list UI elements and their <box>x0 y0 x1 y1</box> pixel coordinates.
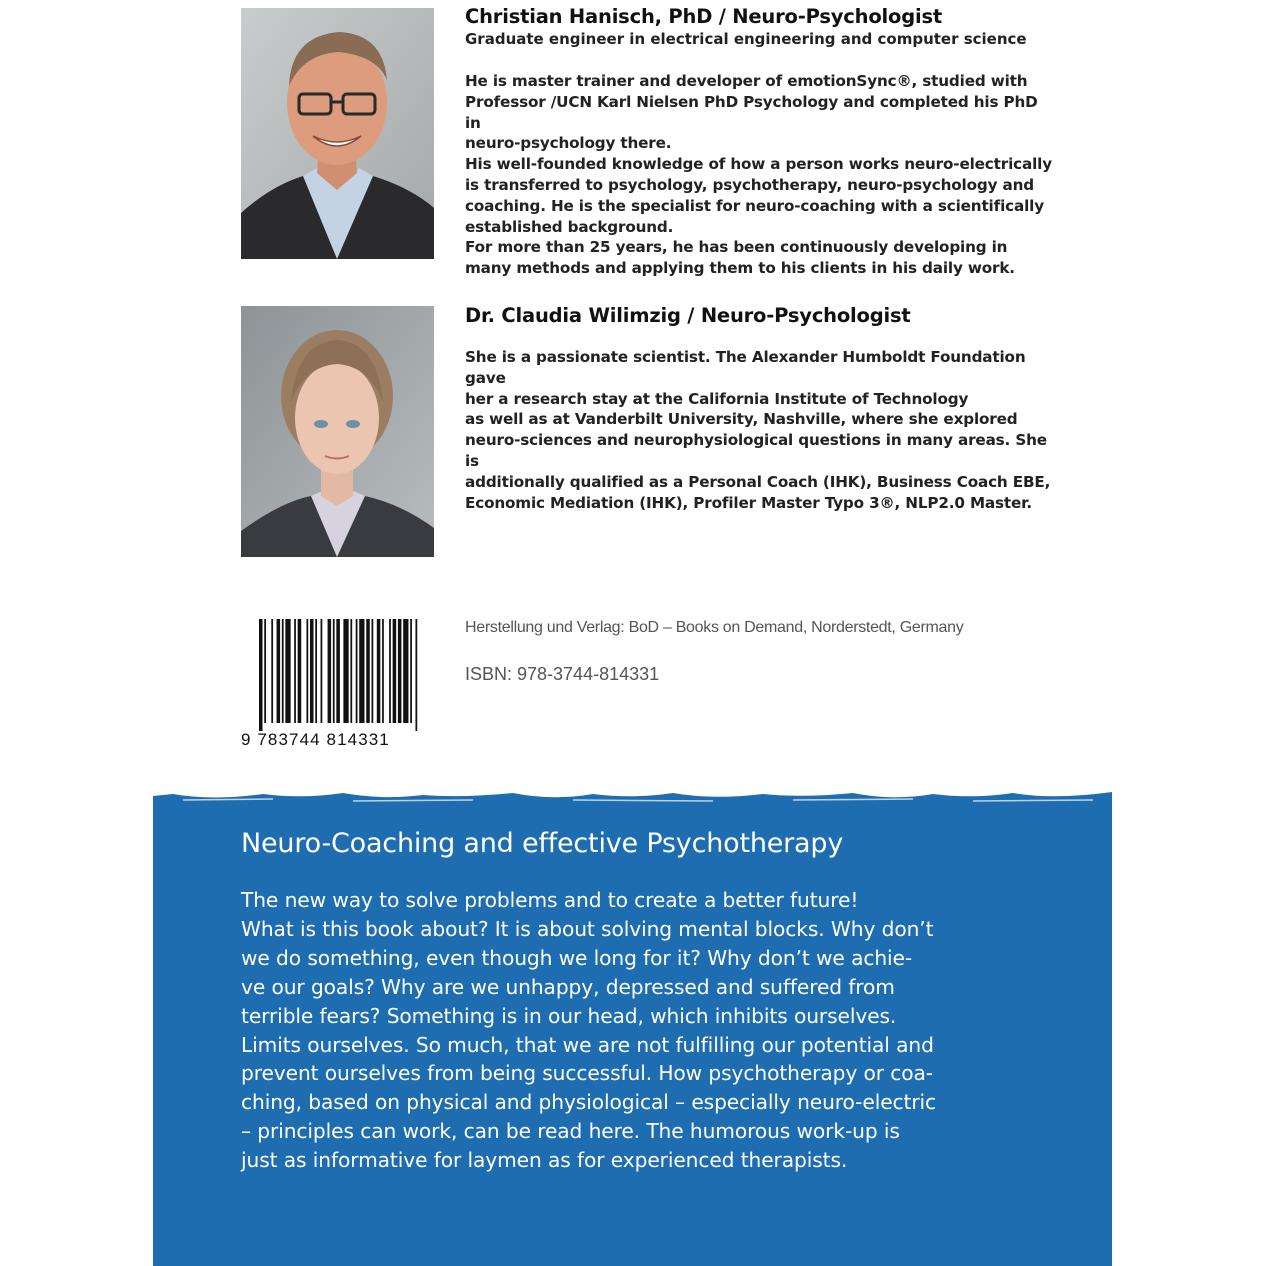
bio-line: is transferred to psychology, psychotherapy, neuro-psychology and <box>465 175 1034 194</box>
bio-line: Economic Mediation (IHK), Profiler Master Typo 3®, NLP2.0 Master. <box>465 493 1032 512</box>
barcode-bar <box>321 619 323 723</box>
barcode-bar <box>285 619 290 723</box>
blurb-line: Limits ourselves. So much, that we are not fulfilling our potential and <box>241 1032 934 1057</box>
blurb-line: – principles can work, can be read here. The humorous work-up is <box>241 1119 900 1144</box>
blurb-line: ching, based on physical and physiological – especially neuro-electric <box>241 1090 937 1115</box>
blurb-line: ve our goals? Why are we unhappy, depressed and suffered from <box>241 974 895 999</box>
blurb-line: terrible fears? Something is in our head, which inhibits ourselves. <box>241 1003 897 1028</box>
blurb-line: just as informative for laymen as for experienced therapists. <box>241 1148 848 1173</box>
bio-line: She is a passionate scientist. The Alexander Humboldt Foundation gave <box>465 348 1026 387</box>
barcode-bar <box>377 619 381 723</box>
author-bio-christian-hanisch <box>465 4 1055 279</box>
barcode-bar <box>277 619 281 723</box>
blurb-title: Neuro-Coaching and effective Psychotherapy <box>241 828 844 859</box>
barcode-bar <box>315 619 317 723</box>
blurb-line: What is this book about? It is about solving mental blocks. Why don’t <box>241 916 934 941</box>
blurb-line: prevent ourselves from being successful. How psychotherapy or coa- <box>241 1061 933 1086</box>
bio-line: neuro-psychology there. <box>465 134 672 153</box>
barcode-bar <box>294 619 296 723</box>
barcode-bar <box>310 619 314 723</box>
bio-line: as well as at Vanderbilt University, Nashville, where she explored <box>465 410 1018 429</box>
bio-line: He is master trainer and developer of emotionSync®, studied with <box>465 72 1028 90</box>
brush-edge <box>153 788 1112 808</box>
author-bio-claudia-wilimzig <box>465 303 1055 513</box>
barcode-bar <box>298 619 302 723</box>
publisher-imprint: Herstellung und Verlag: BoD – Books on Demand, Norderstedt, Germany <box>465 619 964 636</box>
barcode-bar <box>336 619 340 723</box>
bio-line: His well-founded knowledge of how a person works neuro-electrically <box>465 155 1052 174</box>
barcode-bar <box>328 619 332 723</box>
bio-line: established background. <box>465 217 674 236</box>
bio-line: neuro-sciences and neurophysiological questions in many areas. She is <box>465 431 1047 470</box>
barcode-bar <box>389 619 391 723</box>
barcode-bar <box>350 619 352 723</box>
barcode-bar <box>282 619 284 723</box>
author-photo-christian-hanisch <box>241 8 434 259</box>
bio-line: additionally qualified as a Personal Coach (IHK), Business Coach EBE, <box>465 472 1051 491</box>
author-subtitle: Graduate engineer in electrical engineering and computer science <box>465 30 1027 48</box>
barcode-bar <box>415 619 417 731</box>
barcode-bar <box>264 619 266 723</box>
barcode-bar <box>333 619 335 723</box>
blurb-line: we do something, even though we long for it? Why don’t we achie- <box>241 945 913 970</box>
bio-line: For more than 25 years, he has been continuously developing in <box>465 238 1008 257</box>
isbn-text: ISBN: 978-3744-814331 <box>465 664 660 684</box>
barcode-bar <box>359 619 364 723</box>
blurb-line: The new way to solve problems and to create a better future! <box>241 888 859 912</box>
barcode-bar <box>382 619 384 723</box>
barcode-bar <box>306 619 308 723</box>
blurb-text <box>241 886 1041 1175</box>
barcode-bar <box>410 619 412 723</box>
author-name: Christian Hanisch, PhD / Neuro-Psychologist <box>465 5 942 28</box>
bio-line: coaching. He is the specialist for neuro-coaching with a scientifically <box>465 196 1044 215</box>
barcode-bar <box>343 619 348 723</box>
barcode-bar <box>372 619 374 723</box>
author-photo-claudia-wilimzig <box>241 306 434 557</box>
author-name: Dr. Claudia Wilimzig / Neuro-Psychologist <box>465 304 911 327</box>
barcode-bar <box>403 619 408 723</box>
bio-line: Professor /UCN Karl Nielsen PhD Psychology and completed his PhD in <box>465 92 1038 132</box>
barcode-bar <box>259 619 263 731</box>
bio-line: her a research stay at the California Institute of Technology <box>465 389 969 408</box>
barcode-bar <box>271 619 273 723</box>
barcode-bar <box>393 619 397 723</box>
isbn-barcode <box>241 617 423 753</box>
barcode-bar <box>356 619 358 723</box>
barcode-bar <box>366 619 370 723</box>
barcode-bar <box>398 619 402 723</box>
blurb-panel <box>153 788 1112 1266</box>
bio-line: many methods and applying them to his clients in his daily work. <box>465 259 1015 278</box>
barcode-digits: 9 783744 814331 <box>241 730 390 749</box>
barcode-bars <box>259 619 419 731</box>
